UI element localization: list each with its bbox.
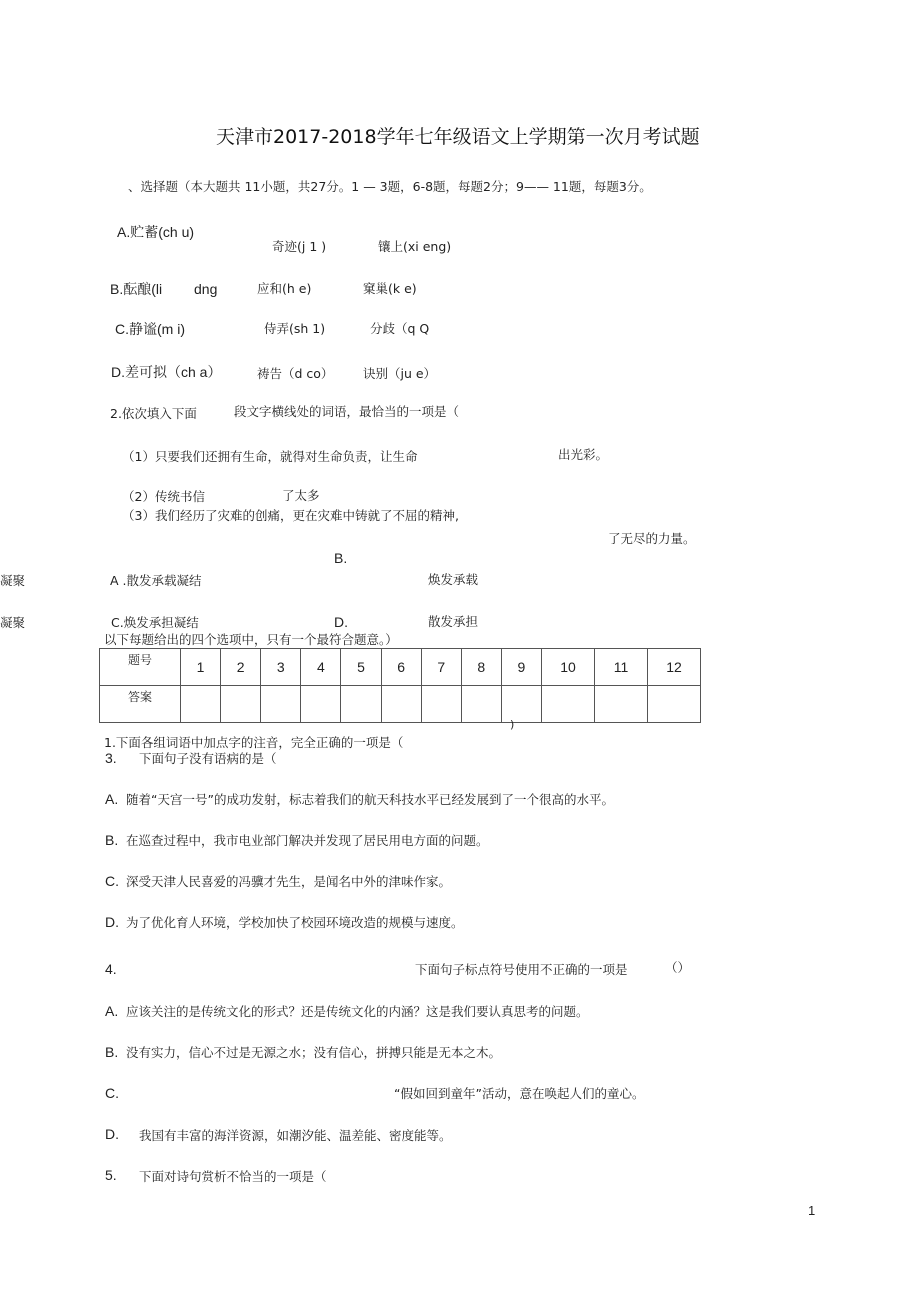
q4-stem: 下面句子标点符号使用不正确的一项是 xyxy=(415,962,628,977)
table-cell-number: 8 xyxy=(461,649,501,686)
table-row-answers xyxy=(100,686,701,723)
q1-option-d-3: 诀别（ju e） xyxy=(363,366,437,381)
q3-option-a: 随着“天宫一号”的成功发射，标志着我们的航天科技水平已经发展到了一个很高的水平。 xyxy=(126,792,614,807)
answer-cell[interactable] xyxy=(221,686,261,723)
q4-option-b: 没有实力，信心不过是无源之水；没有信心，拼搏只能是无本之木。 xyxy=(126,1045,502,1060)
q4-option-c: “假如回到童年”活动，意在唤起人们的童心。 xyxy=(394,1086,645,1101)
q2-option-b-label: B. xyxy=(334,550,348,566)
q3-option-a-label: A. xyxy=(105,791,119,807)
q1-stem: 1.下面各组词语中加点字的注音，完全正确的一项是（ xyxy=(104,735,404,750)
table-cell-number: 3 xyxy=(261,649,301,686)
q2-stem-b: 段文字横线处的词语，最恰当的一项是（ xyxy=(234,404,460,419)
q2-sentence-3: （3）我们经历了灾难的创痛，更在灾难中铸就了不屈的精神, xyxy=(122,508,459,523)
answer-cell[interactable] xyxy=(381,686,421,723)
q2-stem-a: 2.依次填入下面 xyxy=(110,406,197,421)
q4-answer-paren: （） xyxy=(665,960,691,975)
q3-option-c: 深受天津人民喜爱的冯骥才先生，是闻名中外的津味作家。 xyxy=(126,874,452,889)
q2-option-b: 焕发承载 xyxy=(428,572,479,587)
answer-cell[interactable] xyxy=(301,686,341,723)
page-number: 1 xyxy=(808,1203,816,1218)
table-label-question: 题号 xyxy=(100,649,181,686)
table-cell-number: 12 xyxy=(648,649,701,686)
table-row-numbers xyxy=(100,649,701,686)
q1-option-c-3: 分歧（q Q xyxy=(370,321,430,336)
q2-sentence-1: （1）只要我们还拥有生命，就得对生命负责，让生命 xyxy=(122,449,418,464)
q4-option-b-label: B. xyxy=(105,1044,119,1060)
q3-option-d: 为了优化育人环境，学校加快了校园环境改造的规模与速度。 xyxy=(126,915,464,930)
q2-option-d-label: D. xyxy=(334,614,348,630)
q1-option-b-1: B.酝酿(li xyxy=(110,281,163,297)
q1-option-c-2: 侍弄(sh 1) xyxy=(264,321,326,336)
q2-left-fragment-2: 凝聚 xyxy=(0,615,26,630)
q4-option-a-label: A. xyxy=(105,1003,119,1019)
answer-cell[interactable] xyxy=(501,686,541,723)
q1-option-a-1: A.贮蓄(ch u) xyxy=(117,224,195,240)
q4-option-d: 我国有丰富的海洋资源，如潮汐能、温差能、密度能等。 xyxy=(139,1128,452,1143)
table-intro: 以下每题给出的四个选项中，只有一个最符合题意。） xyxy=(104,632,398,647)
q1-option-d-2: 祷告（d co） xyxy=(257,366,334,381)
answer-cell[interactable] xyxy=(542,686,595,723)
table-cell-number: 5 xyxy=(341,649,381,686)
table-cell-number: 4 xyxy=(301,649,341,686)
q2-sentence-1-end: 出光彩。 xyxy=(558,447,609,462)
answer-cell[interactable] xyxy=(341,686,381,723)
answer-cell[interactable] xyxy=(261,686,301,723)
q3-option-b: 在巡查过程中，我市电业部门解决并发现了居民用电方面的问题。 xyxy=(126,833,489,848)
q2-left-fragment-1: 凝聚 xyxy=(0,573,26,588)
q1-option-b-1b: dng xyxy=(194,281,218,297)
q3-stem: 下面句子没有语病的是（ xyxy=(139,751,277,766)
q5-number: 5. xyxy=(105,1167,117,1183)
q3-option-b-label: B. xyxy=(105,832,119,848)
q5-stem: 下面对诗句赏析不恰当的一项是（ xyxy=(139,1169,327,1184)
table-cell-number: 7 xyxy=(421,649,461,686)
answer-cell[interactable] xyxy=(181,686,221,723)
table-cell-number: 6 xyxy=(381,649,421,686)
q4-option-a: 应该关注的是传统文化的形式？还是传统文化的内涵？这是我们要认真思考的问题。 xyxy=(126,1004,589,1019)
answer-cell[interactable] xyxy=(461,686,501,723)
q1-option-c-1: C.静谧(m i) xyxy=(115,321,185,337)
table-cell-number: 10 xyxy=(542,649,595,686)
q1-option-d-1: D.差可拟（ch a） xyxy=(111,364,222,380)
q2-sentence-2-end: 了太多 xyxy=(282,488,320,503)
answer-table xyxy=(99,648,701,723)
q2-sentence-2: （2）传统书信 xyxy=(122,489,205,504)
q4-option-d-label: D. xyxy=(105,1126,119,1142)
q2-sentence-3-end: 了无尽的力量。 xyxy=(608,531,696,546)
section-intro: 、选择题（本大题共 11小题，共27分。1 — 3题，6-8题，每题2分；9—— 11题，每题3分。 xyxy=(128,179,652,194)
table-cell-number: 1 xyxy=(181,649,221,686)
q1-option-a-2: 奇迹(j 1 ) xyxy=(272,239,327,254)
table-label-answer: 答案 xyxy=(100,686,181,723)
q4-number: 4. xyxy=(105,961,117,977)
q2-option-c: C.焕发承担凝结 xyxy=(111,615,199,630)
q3-option-c-label: C. xyxy=(105,873,119,889)
q1-option-a-3: 镶上(xi eng) xyxy=(378,239,452,254)
answer-cell[interactable] xyxy=(648,686,701,723)
q1-option-b-3: 窠巢(k e) xyxy=(363,281,417,296)
q2-option-d: 散发承担 xyxy=(428,614,479,629)
table-cell-number: 11 xyxy=(595,649,648,686)
q1-option-b-2: 应和(h e) xyxy=(257,281,312,296)
table-cell-number: 2 xyxy=(221,649,261,686)
answer-cell[interactable] xyxy=(595,686,648,723)
q3-option-d-label: D. xyxy=(105,914,119,930)
q4-option-c-label: C. xyxy=(105,1085,119,1101)
page-title: 天津市2017-2018学年七年级语文上学期第一次月考试题 xyxy=(216,126,700,148)
close-paren: ) xyxy=(510,718,515,731)
q2-option-a: A .散发承载凝结 xyxy=(110,573,202,588)
table-cell-number: 9 xyxy=(501,649,541,686)
answer-cell[interactable] xyxy=(421,686,461,723)
q3-number: 3. xyxy=(105,750,117,766)
